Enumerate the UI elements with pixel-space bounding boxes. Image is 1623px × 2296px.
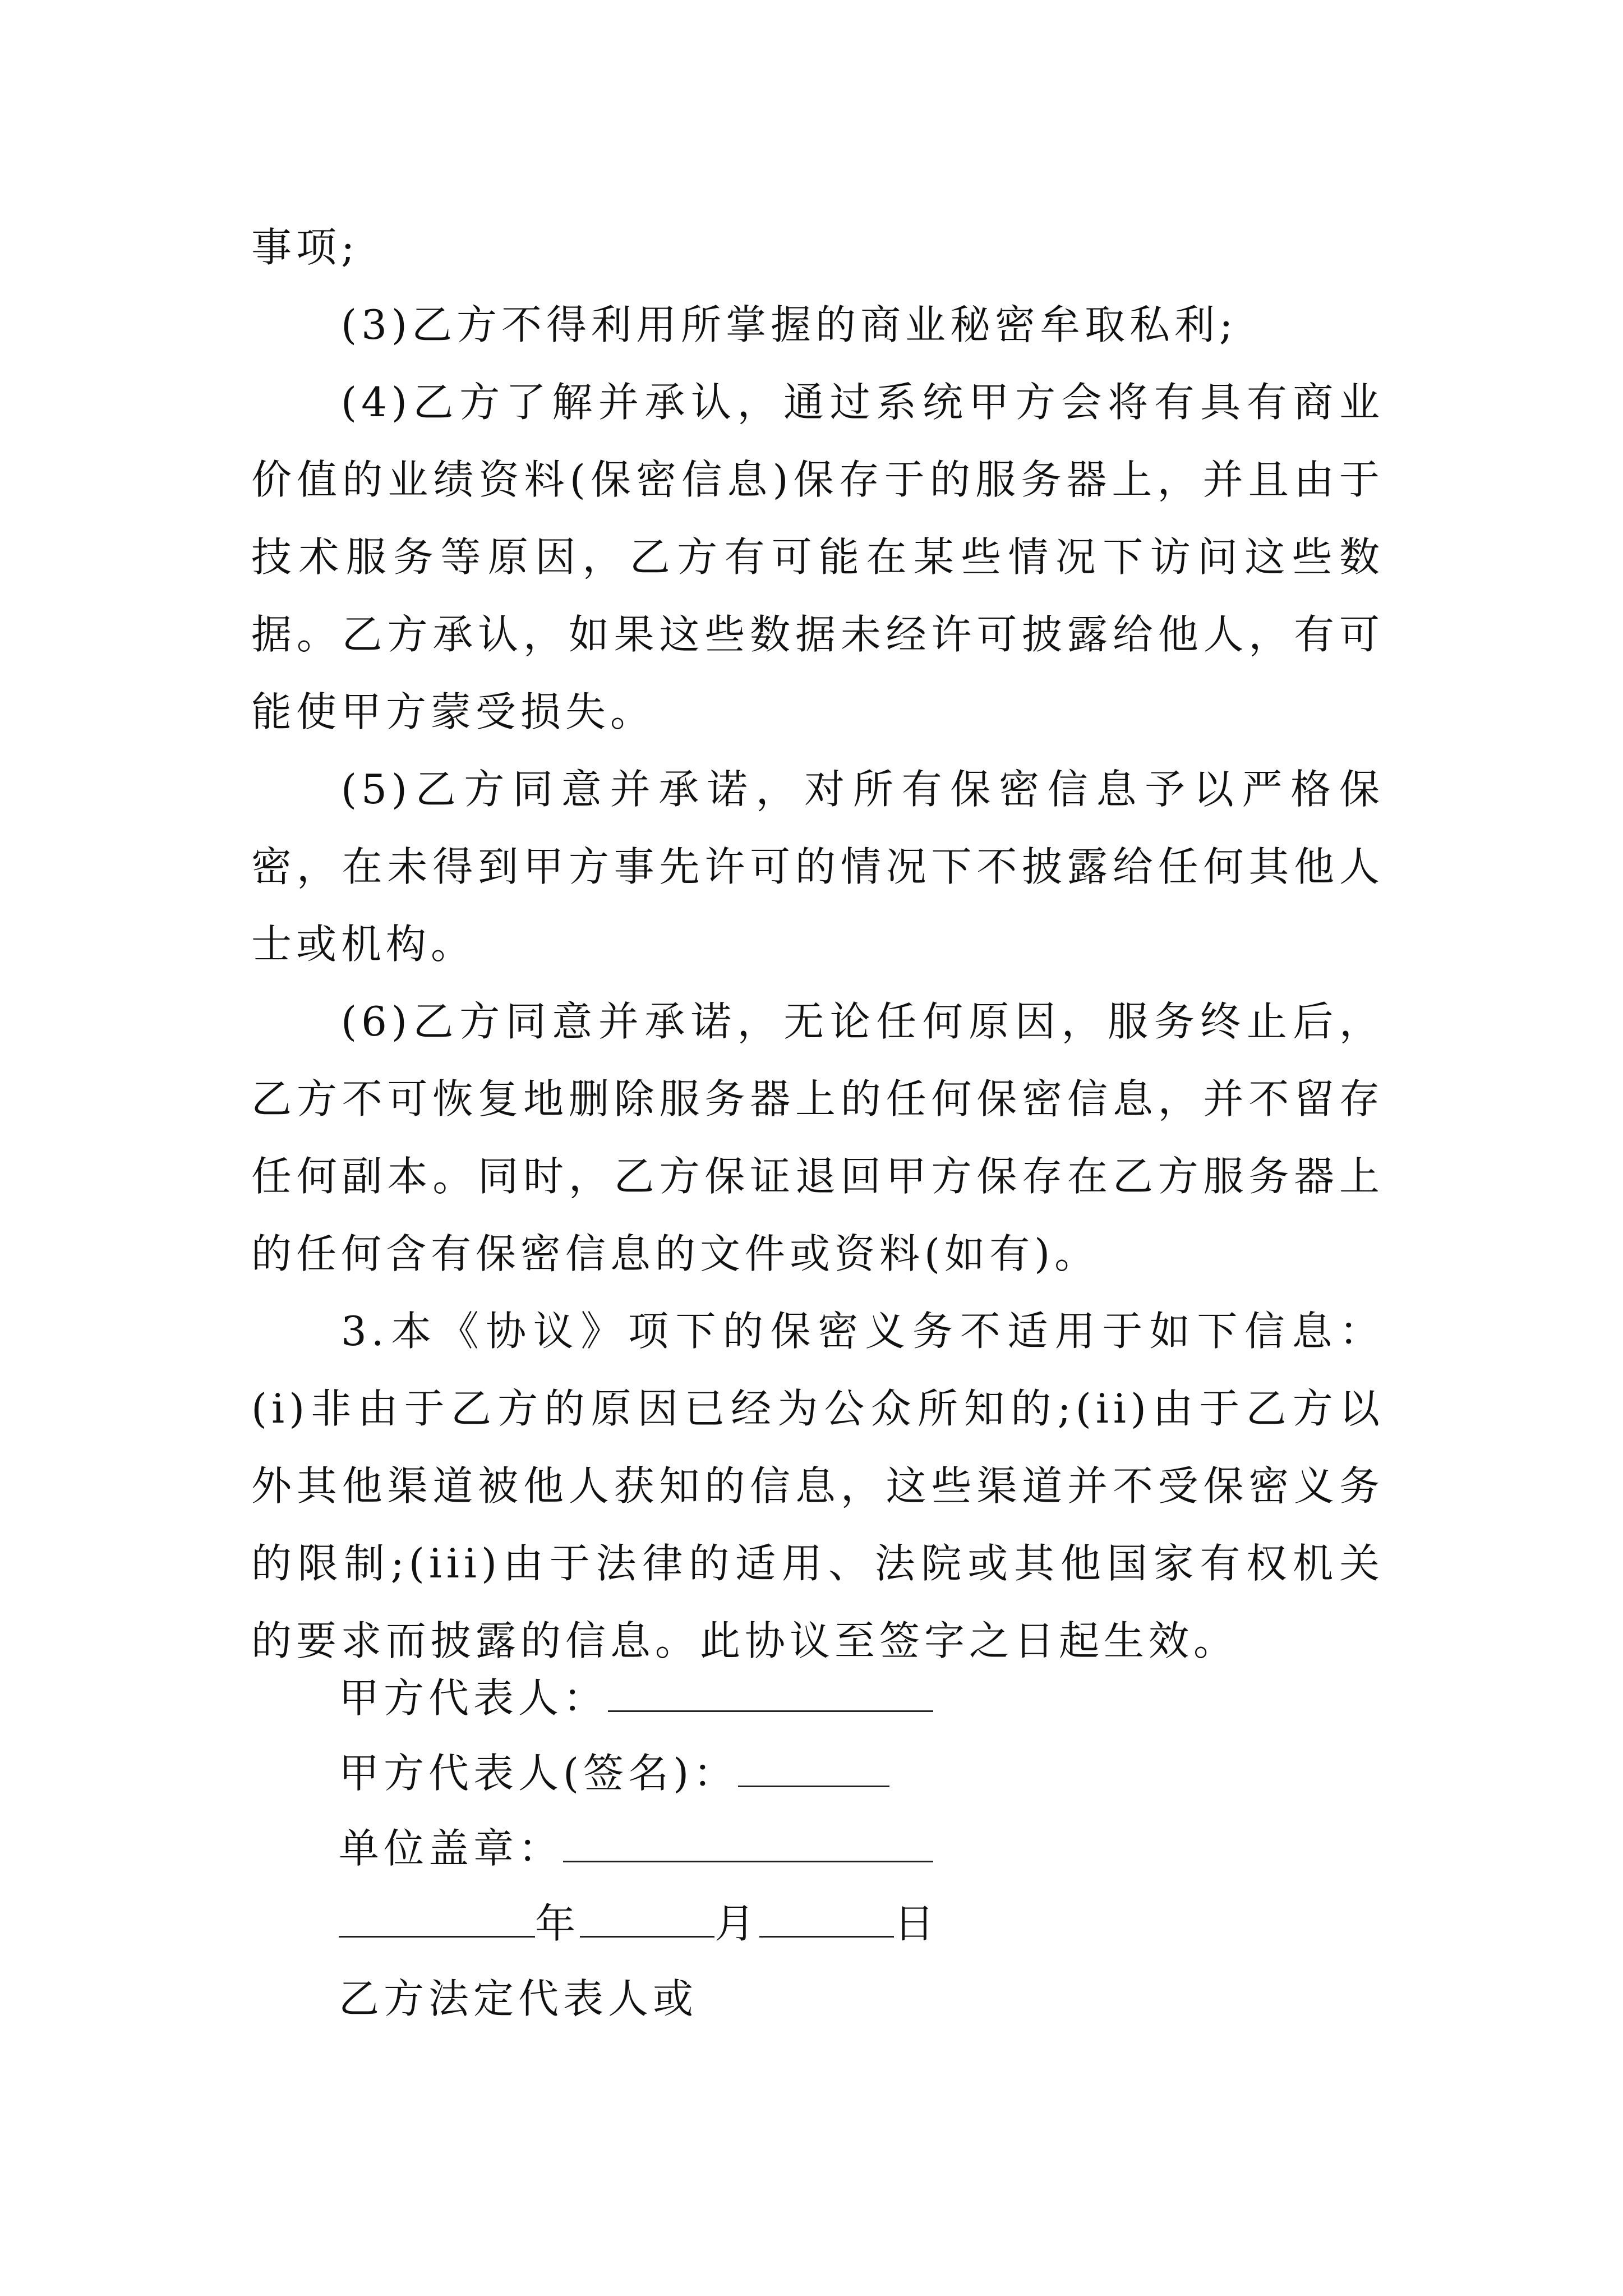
paragraph-continuation: 事项; [251,224,359,271]
party-a-sign-line [339,1736,1292,1811]
party-a-rep-line [339,1660,1292,1736]
paragraph-clause-3: 3.本《协议》项下的保密义务不适用于如下信息：(i)非由于乙方的原因已经为公众所知的;(ii)由于乙方以外其他渠道被他人获知的信息，这些渠道并不受保密义务的限制;(iii)由于法律的适用、法院或其他国家有权机关的要求而披露的信息。此协议至签字之日起生效。 [251,1308,1384,1664]
day-label: 日 [894,1900,939,1947]
paragraph-item-6: (6)乙方同意并承诺，无论任何原因，服务终止后，乙方不可恢复地删除服务器上的任何保密信息，并不留存任何副本。同时，乙方保证退回甲方保存在乙方服务器上的任何含有保密信息的文件或资料(如有)。 [251,998,1384,1277]
year-blank [339,1904,535,1938]
signature-block [339,1660,1292,2036]
day-blank [759,1904,894,1938]
party-a-sign-label: 甲方代表人(签名)： [339,1750,739,1797]
seal-line [339,1811,1292,1886]
year-label: 年 [535,1900,580,1947]
date-line [339,1886,1292,1961]
month-label: 月 [714,1900,760,1947]
party-a-sign-blank [738,1754,889,1787]
body-text [251,209,1384,1680]
party-b-label: 乙方法定代表人或 [339,1975,698,2022]
paragraph-item-5: (5)乙方同意并承诺，对所有保密信息予以严格保密，在未得到甲方事先许可的情况下不披露给任何其他人士或机构。 [251,766,1384,968]
party-b-line [339,1961,1292,2036]
paragraph-item-4: (4)乙方了解并承认，通过系统甲方会将有具有商业价值的业绩资料(保密信息)保存于的服务器上，并且由于技术服务等原因，乙方有可能在某些情况下访问这些数据。乙方承认，如果这些数据未经许可披露给他人，有可能使甲方蒙受损失。 [251,379,1384,735]
month-blank [580,1904,714,1938]
paragraph-item-3: (3)乙方不得利用所掌握的商业秘密牟取私利; [341,301,1238,348]
seal-label: 单位盖章： [339,1825,564,1872]
seal-blank [563,1829,933,1862]
party-a-rep-label: 甲方代表人： [339,1674,608,1722]
party-a-rep-blank [608,1679,933,1712]
